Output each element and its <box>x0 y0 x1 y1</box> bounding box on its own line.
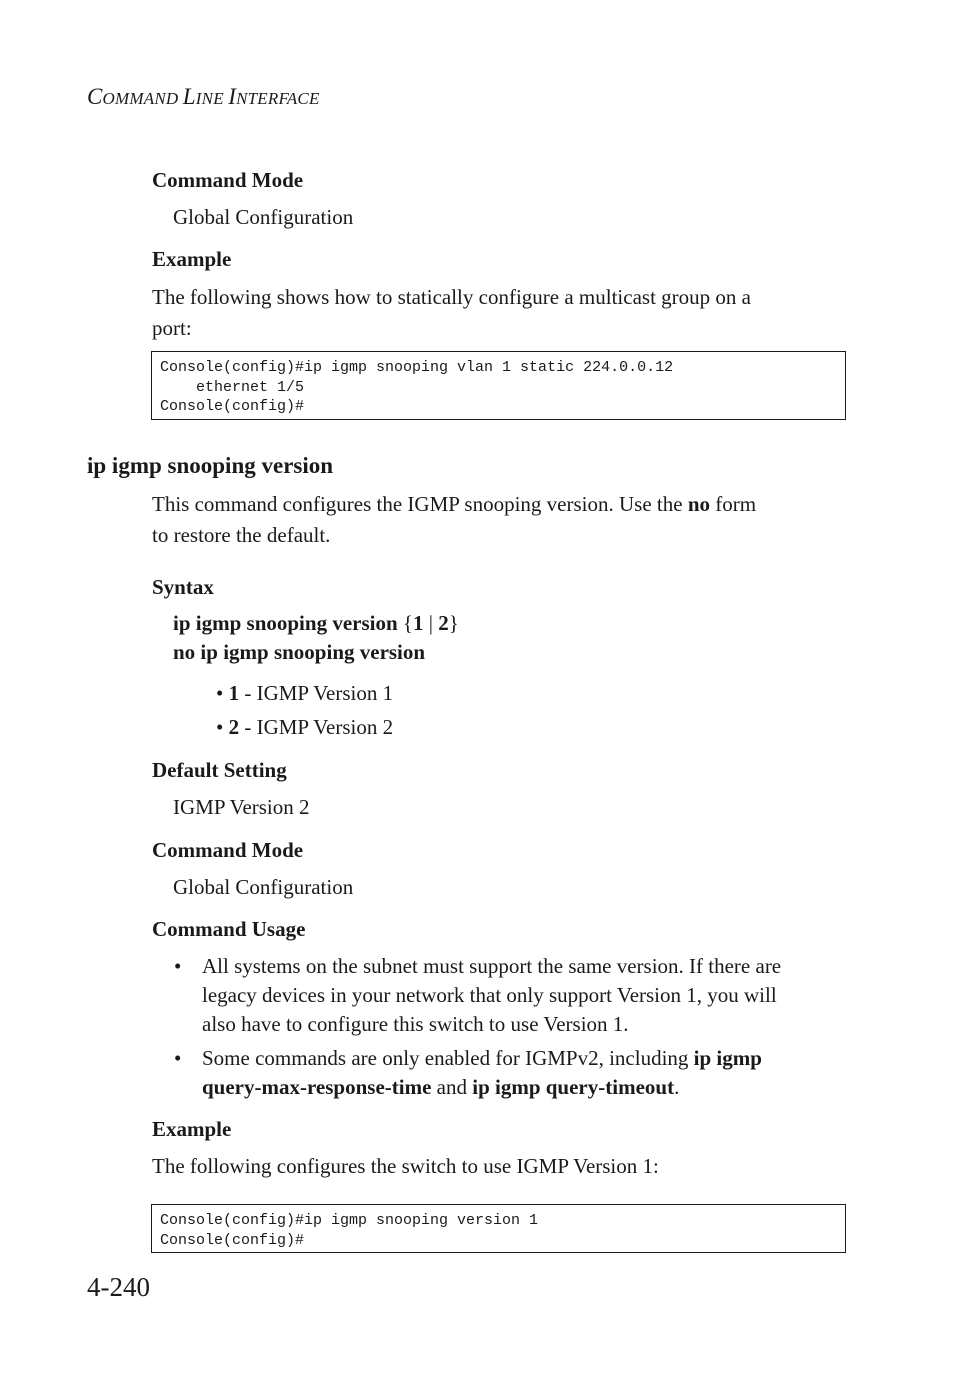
param-item: • 1 - IGMP Version 1 <box>216 681 394 705</box>
command-mode-value: Global Configuration <box>173 205 354 229</box>
code-line: Console(config)# <box>160 398 305 415</box>
usage-text-1-line-2: legacy devices in your network that only support Version 1, you will <box>202 983 777 1007</box>
code-example-1 <box>151 351 846 420</box>
usage-bullet: • <box>174 1046 182 1070</box>
command-mode-heading: Command Mode <box>152 168 304 192</box>
command-description-line-1: This command configures the IGMP snooping version. Use the no form <box>152 492 757 516</box>
command-mode-heading: Command Mode <box>152 838 304 862</box>
example-text-line-1: The following shows how to statically configure a multicast group on a <box>152 285 751 309</box>
example-heading: Example <box>152 247 232 271</box>
command-mode-value: Global Configuration <box>173 875 354 899</box>
example-text-line-2: port: <box>152 316 192 340</box>
page-number: 4-240 <box>87 1272 150 1302</box>
example-heading: Example <box>152 1117 232 1141</box>
syntax-line-2: no ip igmp snooping version <box>173 640 426 664</box>
code-line: ethernet 1/5 <box>160 378 305 396</box>
usage-text-1-line-3: also have to configure this switch to use Version 1. <box>202 1012 629 1036</box>
param-item: • 2 - IGMP Version 2 <box>216 715 394 739</box>
code-example-2 <box>151 1204 846 1253</box>
running-head: COMMAND LINE INTERFACE <box>87 84 320 109</box>
usage-bullet: • <box>174 954 182 978</box>
code-line: Console(config)# <box>160 1231 305 1249</box>
code-line: Console(config)#ip igmp snooping version 1 <box>160 1212 539 1229</box>
usage-text-2-line-2: query-max-response-time and ip igmp query-timeout. <box>202 1075 680 1099</box>
syntax-heading: Syntax <box>152 575 214 599</box>
command-description-line-2: to restore the default. <box>152 523 331 547</box>
code-line: Console(config)#ip igmp snooping vlan 1 static 224.0.0.12 <box>160 359 674 376</box>
example-text: The following configures the switch to use IGMP Version 1: <box>152 1154 659 1178</box>
default-setting-value: IGMP Version 2 <box>173 795 310 819</box>
usage-text-1-line-1: All systems on the subnet must support the same version. If there are <box>202 954 782 978</box>
command-usage-heading: Command Usage <box>152 917 306 941</box>
command-title: ip igmp snooping version <box>87 453 334 478</box>
syntax-line-1: ip igmp snooping version {1 | 2} <box>173 611 459 635</box>
usage-text-2-line-1: Some commands are only enabled for IGMPv2, including ip igmp <box>202 1046 762 1070</box>
default-setting-heading: Default Setting <box>152 758 287 782</box>
